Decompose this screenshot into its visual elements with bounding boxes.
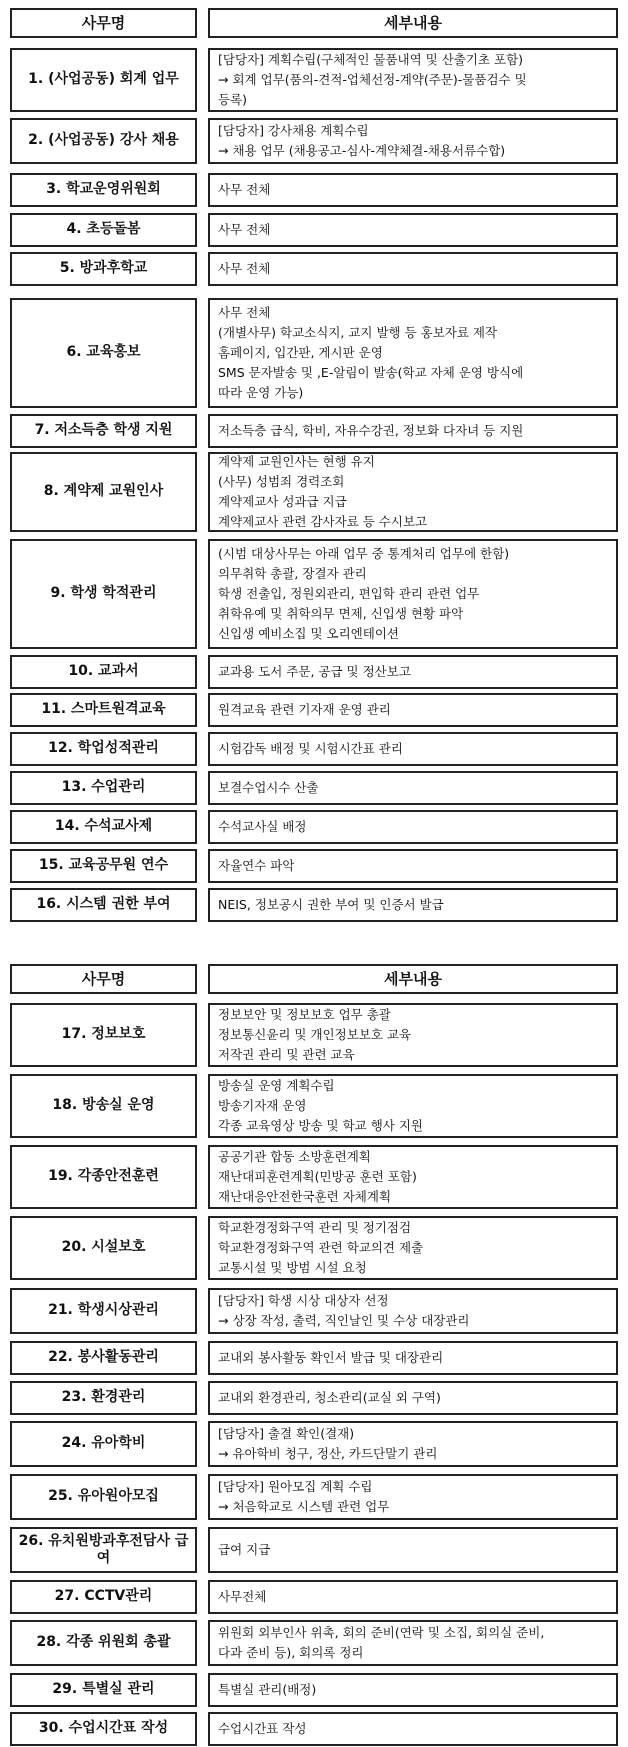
task-name-cell: 4. 초등돌봄 <box>10 213 197 247</box>
task-detail-cell <box>208 48 618 112</box>
task-detail-cell <box>208 693 618 727</box>
task-detail-cell <box>208 655 618 689</box>
task-detail-line: 정보통신윤리 및 개인정보보호 교육 <box>218 1027 412 1042</box>
header-task-detail: 세부내용 <box>208 964 618 994</box>
task-detail-line: 교내외 봉사활동 확인서 발급 및 대장관리 <box>218 1350 444 1365</box>
task-name-cell: 1. (사업공동) 회계 업무 <box>10 48 197 112</box>
task-name-cell: 7. 저소득층 학생 지원 <box>10 414 197 448</box>
task-name-cell: 5. 방과후학교 <box>10 252 197 286</box>
task-detail-line: → 처음학교로 시스템 관련 업무 <box>218 1499 390 1514</box>
task-detail-cell <box>208 118 618 164</box>
task-name-cell: 22. 봉사활동관리 <box>10 1341 197 1375</box>
task-detail-line: 학교환경정화구역 관리 및 정기점검 <box>218 1220 412 1235</box>
task-detail-line: SMS 문자발송 및 ,E-알림이 발송(학교 자체 운영 방식에 <box>218 365 524 380</box>
task-detail-line: 사무 전체 <box>218 305 271 320</box>
task-name-cell: 12. 학업성적관리 <box>10 732 197 766</box>
task-detail-cell <box>208 1673 618 1707</box>
task-detail-line: 급여 지급 <box>218 1542 271 1557</box>
task-name-cell: 29. 특별실 관리 <box>10 1673 197 1707</box>
task-detail-line: 특별실 관리(배정) <box>218 1682 317 1697</box>
task-detail-line: 재난대응안전한국훈련 자체계획 <box>218 1189 392 1204</box>
task-detail-line: 홈페이지, 입간판, 게시판 운영 <box>218 345 383 360</box>
task-name-cell: 25. 유아원아모집 <box>10 1474 197 1520</box>
task-name-cell: 17. 정보보호 <box>10 1003 197 1067</box>
task-name-cell: 15. 교육공무원 연수 <box>10 849 197 883</box>
task-detail-line: 방송기자재 운영 <box>218 1098 307 1113</box>
task-name-cell: 20. 시설보호 <box>10 1216 197 1280</box>
task-detail-line: 정보보안 및 정보보호 업무 총괄 <box>218 1007 391 1022</box>
task-detail-line: 공공기관 합동 소방훈련계획 <box>218 1149 371 1164</box>
task-name-cell: 10. 교과서 <box>10 655 197 689</box>
task-name-cell: 27. CCTV관리 <box>10 1580 197 1614</box>
task-detail-cell <box>208 1421 618 1467</box>
task-detail-line: 교내외 환경관리, 청소관리(교실 외 구역) <box>218 1390 441 1405</box>
header-task-name: 사무명 <box>10 964 197 994</box>
task-name-cell: 23. 환경관리 <box>10 1381 197 1415</box>
task-detail-line: 자율연수 파악 <box>218 858 295 873</box>
task-detail-cell <box>208 1712 618 1746</box>
task-name-cell: 2. (사업공동) 강사 채용 <box>10 118 197 164</box>
task-detail-cell <box>208 1381 618 1415</box>
task-detail-line: (시범 대상사무는 아래 업무 중 통계처리 업무에 한함) <box>218 546 510 561</box>
task-detail-cell <box>208 539 618 649</box>
task-detail-cell <box>208 732 618 766</box>
task-detail-line: 학교환경정화구역 관련 학교의견 제출 <box>218 1240 424 1255</box>
task-detail-line: 따라 운영 가능) <box>218 385 304 400</box>
task-detail-line: 방송실 운영 계획수립 <box>218 1078 335 1093</box>
task-detail-line: 사무 전체 <box>218 182 271 197</box>
task-detail-cell <box>208 849 618 883</box>
task-name-cell: 19. 각종안전훈련 <box>10 1145 197 1209</box>
task-name-cell: 30. 수업시간표 작성 <box>10 1712 197 1746</box>
task-name-cell: 8. 계약제 교원인사 <box>10 452 197 532</box>
task-detail-line: (사무) 성범죄 경력조회 <box>218 474 345 489</box>
task-detail-line: 사무 전체 <box>218 222 271 237</box>
task-detail-cell <box>208 1341 618 1375</box>
task-detail-line: → 상장 작성, 출력, 직인날인 및 수상 대장관리 <box>218 1313 470 1328</box>
task-detail-line: 보결수업시수 산출 <box>218 780 319 795</box>
task-detail-line: 의무취학 총괄, 장결자 관리 <box>218 566 367 581</box>
task-detail-line: 교과용 도서 주문, 공급 및 정산보고 <box>218 664 411 679</box>
task-name-cell: 6. 교육홍보 <box>10 298 197 408</box>
task-detail-cell <box>208 252 618 286</box>
task-detail-line: 각종 교육영상 방송 및 학교 행사 지원 <box>218 1118 423 1133</box>
task-name-cell: 13. 수업관리 <box>10 771 197 805</box>
task-detail-cell <box>208 1216 618 1280</box>
task-detail-line: [담당자] 학생 시상 대상자 선정 <box>218 1293 389 1308</box>
header-task-detail: 세부내용 <box>208 8 618 38</box>
task-detail-line: [담당자] 출결 확인(결재) <box>218 1426 355 1441</box>
task-name-cell: 14. 수석교사제 <box>10 810 197 844</box>
task-name-cell: 9. 학생 학적관리 <box>10 539 197 649</box>
task-detail-cell <box>208 1527 618 1573</box>
task-name-cell: 26. 유치원방과후전담사 급여 <box>10 1527 197 1573</box>
task-name-cell: 16. 시스템 권한 부여 <box>10 888 197 922</box>
task-name-cell: 21. 학생시상관리 <box>10 1288 197 1334</box>
task-detail-cell <box>208 452 618 532</box>
task-detail-line: 계약제교사 성과급 지급 <box>218 494 347 509</box>
task-detail-cell <box>208 298 618 408</box>
task-name-cell: 18. 방송실 운영 <box>10 1074 197 1138</box>
task-detail-line: 위원회 외부인사 위촉, 회의 준비(연락 및 소집, 회의실 준비, <box>218 1625 545 1640</box>
task-detail-cell <box>208 1580 618 1614</box>
task-detail-cell <box>208 888 618 922</box>
task-detail-line: 사무 전체 <box>218 261 271 276</box>
task-detail-line: (개별사무) 학교소식지, 교지 발행 등 홍보자료 제작 <box>218 325 498 340</box>
task-detail-cell <box>208 1474 618 1520</box>
task-detail-cell <box>208 414 618 448</box>
task-detail-line: [담당자] 원아모집 계획 수립 <box>218 1479 373 1494</box>
task-detail-line: 저소득층 급식, 학비, 자유수강권, 정보화 다자녀 등 지원 <box>218 423 524 438</box>
task-detail-line: 신입생 예비소집 및 오리엔테이션 <box>218 626 399 641</box>
task-detail-line: 원격교육 관련 기자재 운영 관리 <box>218 702 391 717</box>
task-name-cell: 28. 각종 위원회 총괄 <box>10 1620 197 1666</box>
task-name-cell: 3. 학교운영위원회 <box>10 173 197 207</box>
task-detail-line: 계약제 교원인사는 현행 유지 <box>218 454 375 469</box>
task-detail-line: 저작권 관리 및 관련 교육 <box>218 1047 355 1062</box>
task-detail-line: 취학유예 및 취학의무 면제, 신입생 현황 파악 <box>218 606 464 621</box>
task-detail-line: 재난대피훈련계획(민방공 훈련 포함) <box>218 1169 417 1184</box>
task-detail-line: 수업시간표 작성 <box>218 1721 307 1736</box>
task-detail-line: 사무전체 <box>218 1589 267 1604</box>
task-detail-cell <box>208 1620 618 1666</box>
task-detail-cell <box>208 810 618 844</box>
task-detail-cell <box>208 1145 618 1209</box>
task-name-cell: 11. 스마트원격교육 <box>10 693 197 727</box>
task-detail-line: [담당자] 계획수립(구체적인 물품내역 및 산출기초 포함) <box>218 52 524 67</box>
task-detail-line: 다과 준비 등), 회의록 정리 <box>218 1645 364 1660</box>
task-detail-line: → 유아학비 청구, 정산, 카드단말기 관리 <box>218 1446 438 1461</box>
task-detail-line: → 회계 업무(품의-견적-업체선정-계약(주문)-물품검수 및 <box>218 72 527 87</box>
task-detail-line: 등록) <box>218 92 248 107</box>
task-detail-line: 시험감독 배정 및 시험시간표 관리 <box>218 741 403 756</box>
task-detail-line: 수석교사실 배정 <box>218 819 307 834</box>
task-detail-cell <box>208 1074 618 1138</box>
task-detail-line: 교통시설 및 방범 시설 요청 <box>218 1260 367 1275</box>
task-detail-line: NEIS, 정보공시 권한 부여 및 인증서 발급 <box>218 897 444 912</box>
task-detail-line: [담당자] 강사채용 계획수립 <box>218 123 369 138</box>
task-detail-cell <box>208 1003 618 1067</box>
task-detail-cell <box>208 173 618 207</box>
task-detail-line: 계약제교사 관련 감사자료 등 수시보고 <box>218 514 428 529</box>
task-detail-line: → 채용 업무 (채용공고-심사-계약체결-채용서류수합) <box>218 143 506 158</box>
header-task-name: 사무명 <box>10 8 197 38</box>
task-detail-cell <box>208 213 618 247</box>
task-detail-cell <box>208 771 618 805</box>
task-detail-line: 학생 전출입, 정원외관리, 편입학 관리 관련 업무 <box>218 586 480 601</box>
task-name-cell: 24. 유아학비 <box>10 1421 197 1467</box>
task-detail-cell <box>208 1288 618 1334</box>
